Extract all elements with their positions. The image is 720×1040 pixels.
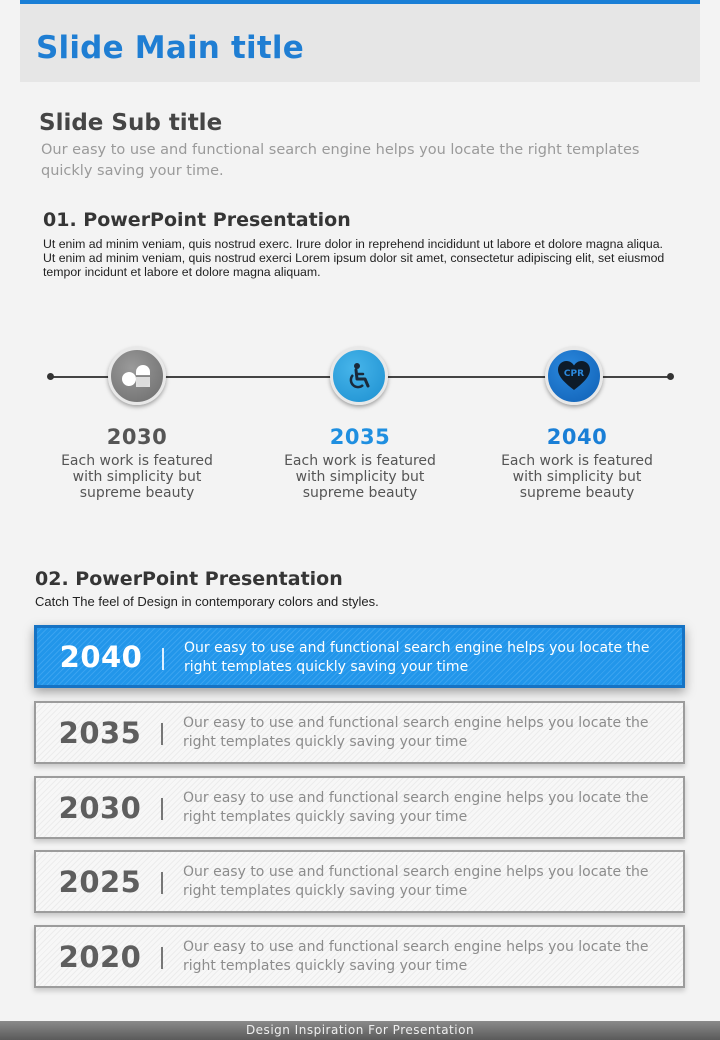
wheelchair-icon: [344, 361, 374, 391]
milestone-1-badge: [108, 347, 166, 405]
milestone-2: [275, 425, 445, 501]
timeline-start-dot: [47, 373, 54, 380]
slide-sub-description: Our easy to use and functional search engine helps you locate the right templates quickly saving your time.: [41, 142, 640, 179]
slide-sub-title: Slide Sub title: [39, 110, 223, 136]
row-year: 2040: [59, 639, 143, 674]
row-divider: [161, 723, 163, 745]
header-bar: [20, 0, 700, 82]
row-text: Our easy to use and functional search engine helps you locate the right templates quickly saving your time: [183, 715, 649, 750]
milestone-2-badge: [330, 347, 388, 405]
section2-title: 02. PowerPoint Presentation: [35, 568, 343, 590]
row-year: 2025: [58, 864, 142, 899]
row-text: Our easy to use and functional search engine helps you locate the right templates quickly saving your time: [184, 640, 650, 675]
row-text: Our easy to use and functional search engine helps you locate the right templates quickly saving your time: [183, 864, 649, 899]
milestone-year: 2035: [329, 425, 391, 449]
milestone-3: [492, 425, 662, 501]
milestone-3-badge: [545, 347, 603, 405]
row-text: Our easy to use and functional search engine helps you locate the right templates quickly saving your time: [183, 790, 649, 825]
row-divider: [161, 798, 163, 820]
row-divider: [161, 872, 163, 894]
pills-icon: [120, 363, 154, 389]
row-year: 2035: [58, 715, 142, 750]
footer-bar: Design Inspiration For Presentation: [0, 1021, 720, 1040]
timeline-end-dot: [667, 373, 674, 380]
year-row-2030: [34, 776, 685, 839]
row-divider: [161, 947, 163, 969]
year-row-2025: [34, 850, 685, 913]
cpr-label: CPR: [563, 369, 585, 379]
milestone-year: 2030: [106, 425, 168, 449]
section1-body: Ut enim ad minim veniam, quis nostrud exerc. Irure dolor in reprehend incididunt ut labore et dolore magna aliqua. Ut enim ad minim veniam, quis nostrud exerci Lorem ipsum dolor sit amet, consectetur adipiscing elit, set eiusmod tempor incidunt et labore et dolore magna aliquam.: [43, 237, 665, 279]
milestone-year: 2040: [546, 425, 608, 449]
section1-title: 01. PowerPoint Presentation: [43, 209, 351, 231]
slide-main-title: Slide Main title: [36, 30, 304, 66]
year-row-2040: [34, 625, 685, 688]
year-row-2020: [34, 925, 685, 988]
milestone-desc: Each work is featured with simplicity but supreme beauty: [284, 453, 436, 501]
cpr-heart-icon: [556, 360, 592, 392]
row-divider: [162, 648, 164, 670]
row-year: 2020: [58, 939, 142, 974]
milestone-desc: Each work is featured with simplicity but supreme beauty: [61, 453, 213, 501]
milestone-desc: Each work is featured with simplicity but supreme beauty: [501, 453, 653, 501]
row-year: 2030: [58, 790, 142, 825]
year-row-2035: [34, 701, 685, 764]
row-text: Our easy to use and functional search engine helps you locate the right templates quickly saving your time: [183, 939, 649, 974]
milestone-1: [52, 425, 222, 501]
section2-body: Catch The feel of Design in contemporary colors and styles.: [35, 594, 379, 609]
